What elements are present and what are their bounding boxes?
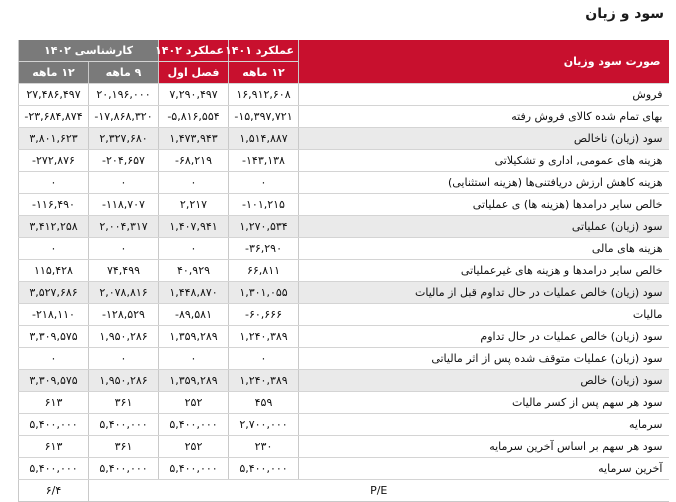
row-value: ۱,۹۵۰,۲۸۶: [89, 326, 159, 348]
table-row: [19, 436, 669, 458]
row-value: ۲,۳۲۷,۶۸۰: [89, 128, 159, 150]
row-label: سود (زیان) خالص عملیات در حال تداوم: [299, 326, 669, 348]
row-value: ۱,۳۰۱,۰۵۵: [229, 282, 299, 304]
row-value: ۱,۴۷۳,۹۴۳: [159, 128, 229, 150]
pe-label: P/E: [89, 480, 669, 502]
row-value: ۰: [19, 238, 89, 260]
row-value: ۰: [19, 348, 89, 370]
row-value: ۰: [89, 172, 159, 194]
row-value: ۳,۴۱۲,۲۵۸: [19, 216, 89, 238]
row-value: ۱,۲۴۰,۳۸۹: [229, 326, 299, 348]
row-label: سرمایه: [299, 414, 669, 436]
row-label: سود (زیان) عملیات متوقف شده پس از اثر مالیاتی: [299, 348, 669, 370]
header-row-1: [19, 40, 669, 62]
subheader-forecast-12m: ۱۲ ماهه: [19, 62, 89, 84]
row-value: -۲۱۸,۱۱۰: [19, 304, 89, 326]
row-value: ۳,۸۰۱,۶۲۳: [19, 128, 89, 150]
row-value: ۱,۲۴۰,۳۸۹: [229, 370, 299, 392]
row-value: ۲,۰۷۸,۸۱۶: [89, 282, 159, 304]
row-value: ۶۶,۸۱۱: [229, 260, 299, 282]
row-value: ۵,۴۰۰,۰۰۰: [89, 458, 159, 480]
row-value: ۰: [229, 172, 299, 194]
row-label: بهای تمام شده کالای فروش رفته: [299, 106, 669, 128]
row-value: -۶۸,۲۱۹: [159, 150, 229, 172]
row-value: ۲۳۰: [229, 436, 299, 458]
row-value: ۷۴,۴۹۹: [89, 260, 159, 282]
row-value: ۱,۹۵۰,۲۸۶: [89, 370, 159, 392]
row-value: -۱۱۶,۴۹۰: [19, 194, 89, 216]
table-row: [19, 106, 669, 128]
row-value: -۲۰۴,۶۵۷: [89, 150, 159, 172]
row-value: -۱۰۱,۲۱۵: [229, 194, 299, 216]
row-label: سود (زیان) ناخالص: [299, 128, 669, 150]
group-header-1402-actual: عملکرد ۱۴۰۲: [159, 40, 229, 62]
row-value: -۱۱۸,۷۰۷: [89, 194, 159, 216]
table-row: [19, 282, 669, 304]
row-label: خالص سایر درامدها و هزینه های غیرعملیاتی: [299, 260, 669, 282]
row-label: مالیات: [299, 304, 669, 326]
row-value: ۲,۷۰۰,۰۰۰: [229, 414, 299, 436]
row-value: -۱۷,۸۶۸,۳۲۰: [89, 106, 159, 128]
row-value: ۶۱۳: [19, 436, 89, 458]
row-value: -۲۳,۶۸۴,۸۷۴: [19, 106, 89, 128]
row-value: -۳۶,۲۹۰: [229, 238, 299, 260]
row-value: -۸۹,۵۸۱: [159, 304, 229, 326]
row-value: -۱۵,۳۹۷,۷۲۱: [229, 106, 299, 128]
pe-row: [19, 480, 669, 502]
row-value: ۵,۴۰۰,۰۰۰: [159, 414, 229, 436]
row-value: -۱۲۸,۵۲۹: [89, 304, 159, 326]
row-label: سود (زیان) عملیاتی: [299, 216, 669, 238]
row-label: هزینه های مالی: [299, 238, 669, 260]
group-header-1401: عملکرد ۱۴۰۱: [229, 40, 299, 62]
row-value: ۳,۳۰۹,۵۷۵: [19, 370, 89, 392]
table-row: [19, 150, 669, 172]
row-label: سود (زیان) خالص: [299, 370, 669, 392]
row-label: آخرین سرمایه: [299, 458, 669, 480]
row-value: ۱,۲۷۰,۵۳۴: [229, 216, 299, 238]
row-value: ۳,۵۲۷,۶۸۶: [19, 282, 89, 304]
row-value: ۵,۴۰۰,۰۰۰: [89, 414, 159, 436]
row-label: هزینه های عمومی, اداری و تشکیلاتی: [299, 150, 669, 172]
row-value: ۵,۴۰۰,۰۰۰: [229, 458, 299, 480]
table-row: [19, 84, 669, 106]
row-value: -۶۰,۶۶۶: [229, 304, 299, 326]
table-row: [19, 348, 669, 370]
table-body: [19, 84, 669, 502]
table-row: [19, 128, 669, 150]
table-row: [19, 238, 669, 260]
row-value: ۰: [19, 172, 89, 194]
row-value: ۱۶,۹۱۲,۶۰۸: [229, 84, 299, 106]
row-value: ۵,۴۰۰,۰۰۰: [19, 458, 89, 480]
row-value: ۱,۴۴۸,۸۷۰: [159, 282, 229, 304]
row-label: سود هر سهم بر اساس آخرین سرمایه: [299, 436, 669, 458]
page-title: سود و زیان: [585, 6, 664, 22]
row-value: ۲۰,۱۹۶,۰۰۰: [89, 84, 159, 106]
row-value: ۳۶۱: [89, 392, 159, 414]
table-row: [19, 172, 669, 194]
row-value: -۵,۸۱۶,۵۵۴: [159, 106, 229, 128]
row-value: ۱,۴۰۷,۹۴۱: [159, 216, 229, 238]
row-value: ۰: [229, 348, 299, 370]
row-value: ۴۰,۹۲۹: [159, 260, 229, 282]
table-row: [19, 370, 669, 392]
subheader-forecast-9m: ۹ ماهه: [89, 62, 159, 84]
group-header-1402-forecast: کارشناسی ۱۴۰۲: [19, 40, 159, 62]
table-row: [19, 414, 669, 436]
table-row: [19, 458, 669, 480]
subheader-1402-q1: فصل اول: [159, 62, 229, 84]
row-value: -۱۴۳,۱۳۸: [229, 150, 299, 172]
row-value: ۱۱۵,۴۲۸: [19, 260, 89, 282]
statement-label-header: صورت سود وزیان: [299, 40, 669, 84]
row-value: ۲۵۲: [159, 392, 229, 414]
row-value: ۲۷,۴۸۶,۴۹۷: [19, 84, 89, 106]
row-value: ۷,۲۹۰,۴۹۷: [159, 84, 229, 106]
row-value: -۲۷۲,۸۷۶: [19, 150, 89, 172]
row-value: ۵,۴۰۰,۰۰۰: [159, 458, 229, 480]
row-value: ۰: [159, 348, 229, 370]
table-row: [19, 260, 669, 282]
row-value: ۰: [89, 348, 159, 370]
pe-value: ۶/۴: [19, 480, 89, 502]
row-label: هزینه کاهش ارزش دریافتنی‌ها (هزینه استثنایی): [299, 172, 669, 194]
income-statement-table: [18, 40, 669, 502]
row-label: سود (زیان) خالص عملیات در حال تداوم قبل از مالیات: [299, 282, 669, 304]
row-value: ۶۱۳: [19, 392, 89, 414]
row-value: ۳,۳۰۹,۵۷۵: [19, 326, 89, 348]
row-value: ۱,۵۱۴,۸۸۷: [229, 128, 299, 150]
income-statement-table-wrapper: [18, 40, 668, 502]
subheader-1401-12m: ۱۲ ماهه: [229, 62, 299, 84]
row-label: سود هر سهم پس از کسر مالیات: [299, 392, 669, 414]
row-value: ۱,۳۵۹,۲۸۹: [159, 326, 229, 348]
row-value: ۳۶۱: [89, 436, 159, 458]
table-row: [19, 392, 669, 414]
row-label: خالص سایر درامدها (هزینه ها) ی عملیاتی: [299, 194, 669, 216]
table-row: [19, 194, 669, 216]
row-value: ۵,۴۰۰,۰۰۰: [19, 414, 89, 436]
row-value: ۲,۰۰۴,۳۱۷: [89, 216, 159, 238]
table-row: [19, 304, 669, 326]
row-value: ۲۵۲: [159, 436, 229, 458]
row-value: ۰: [159, 172, 229, 194]
table-row: [19, 326, 669, 348]
row-value: ۰: [89, 238, 159, 260]
row-label: فروش: [299, 84, 669, 106]
row-value: ۴۵۹: [229, 392, 299, 414]
row-value: ۱,۳۵۹,۲۸۹: [159, 370, 229, 392]
row-value: ۲,۲۱۷: [159, 194, 229, 216]
table-row: [19, 216, 669, 238]
row-value: ۰: [159, 238, 229, 260]
